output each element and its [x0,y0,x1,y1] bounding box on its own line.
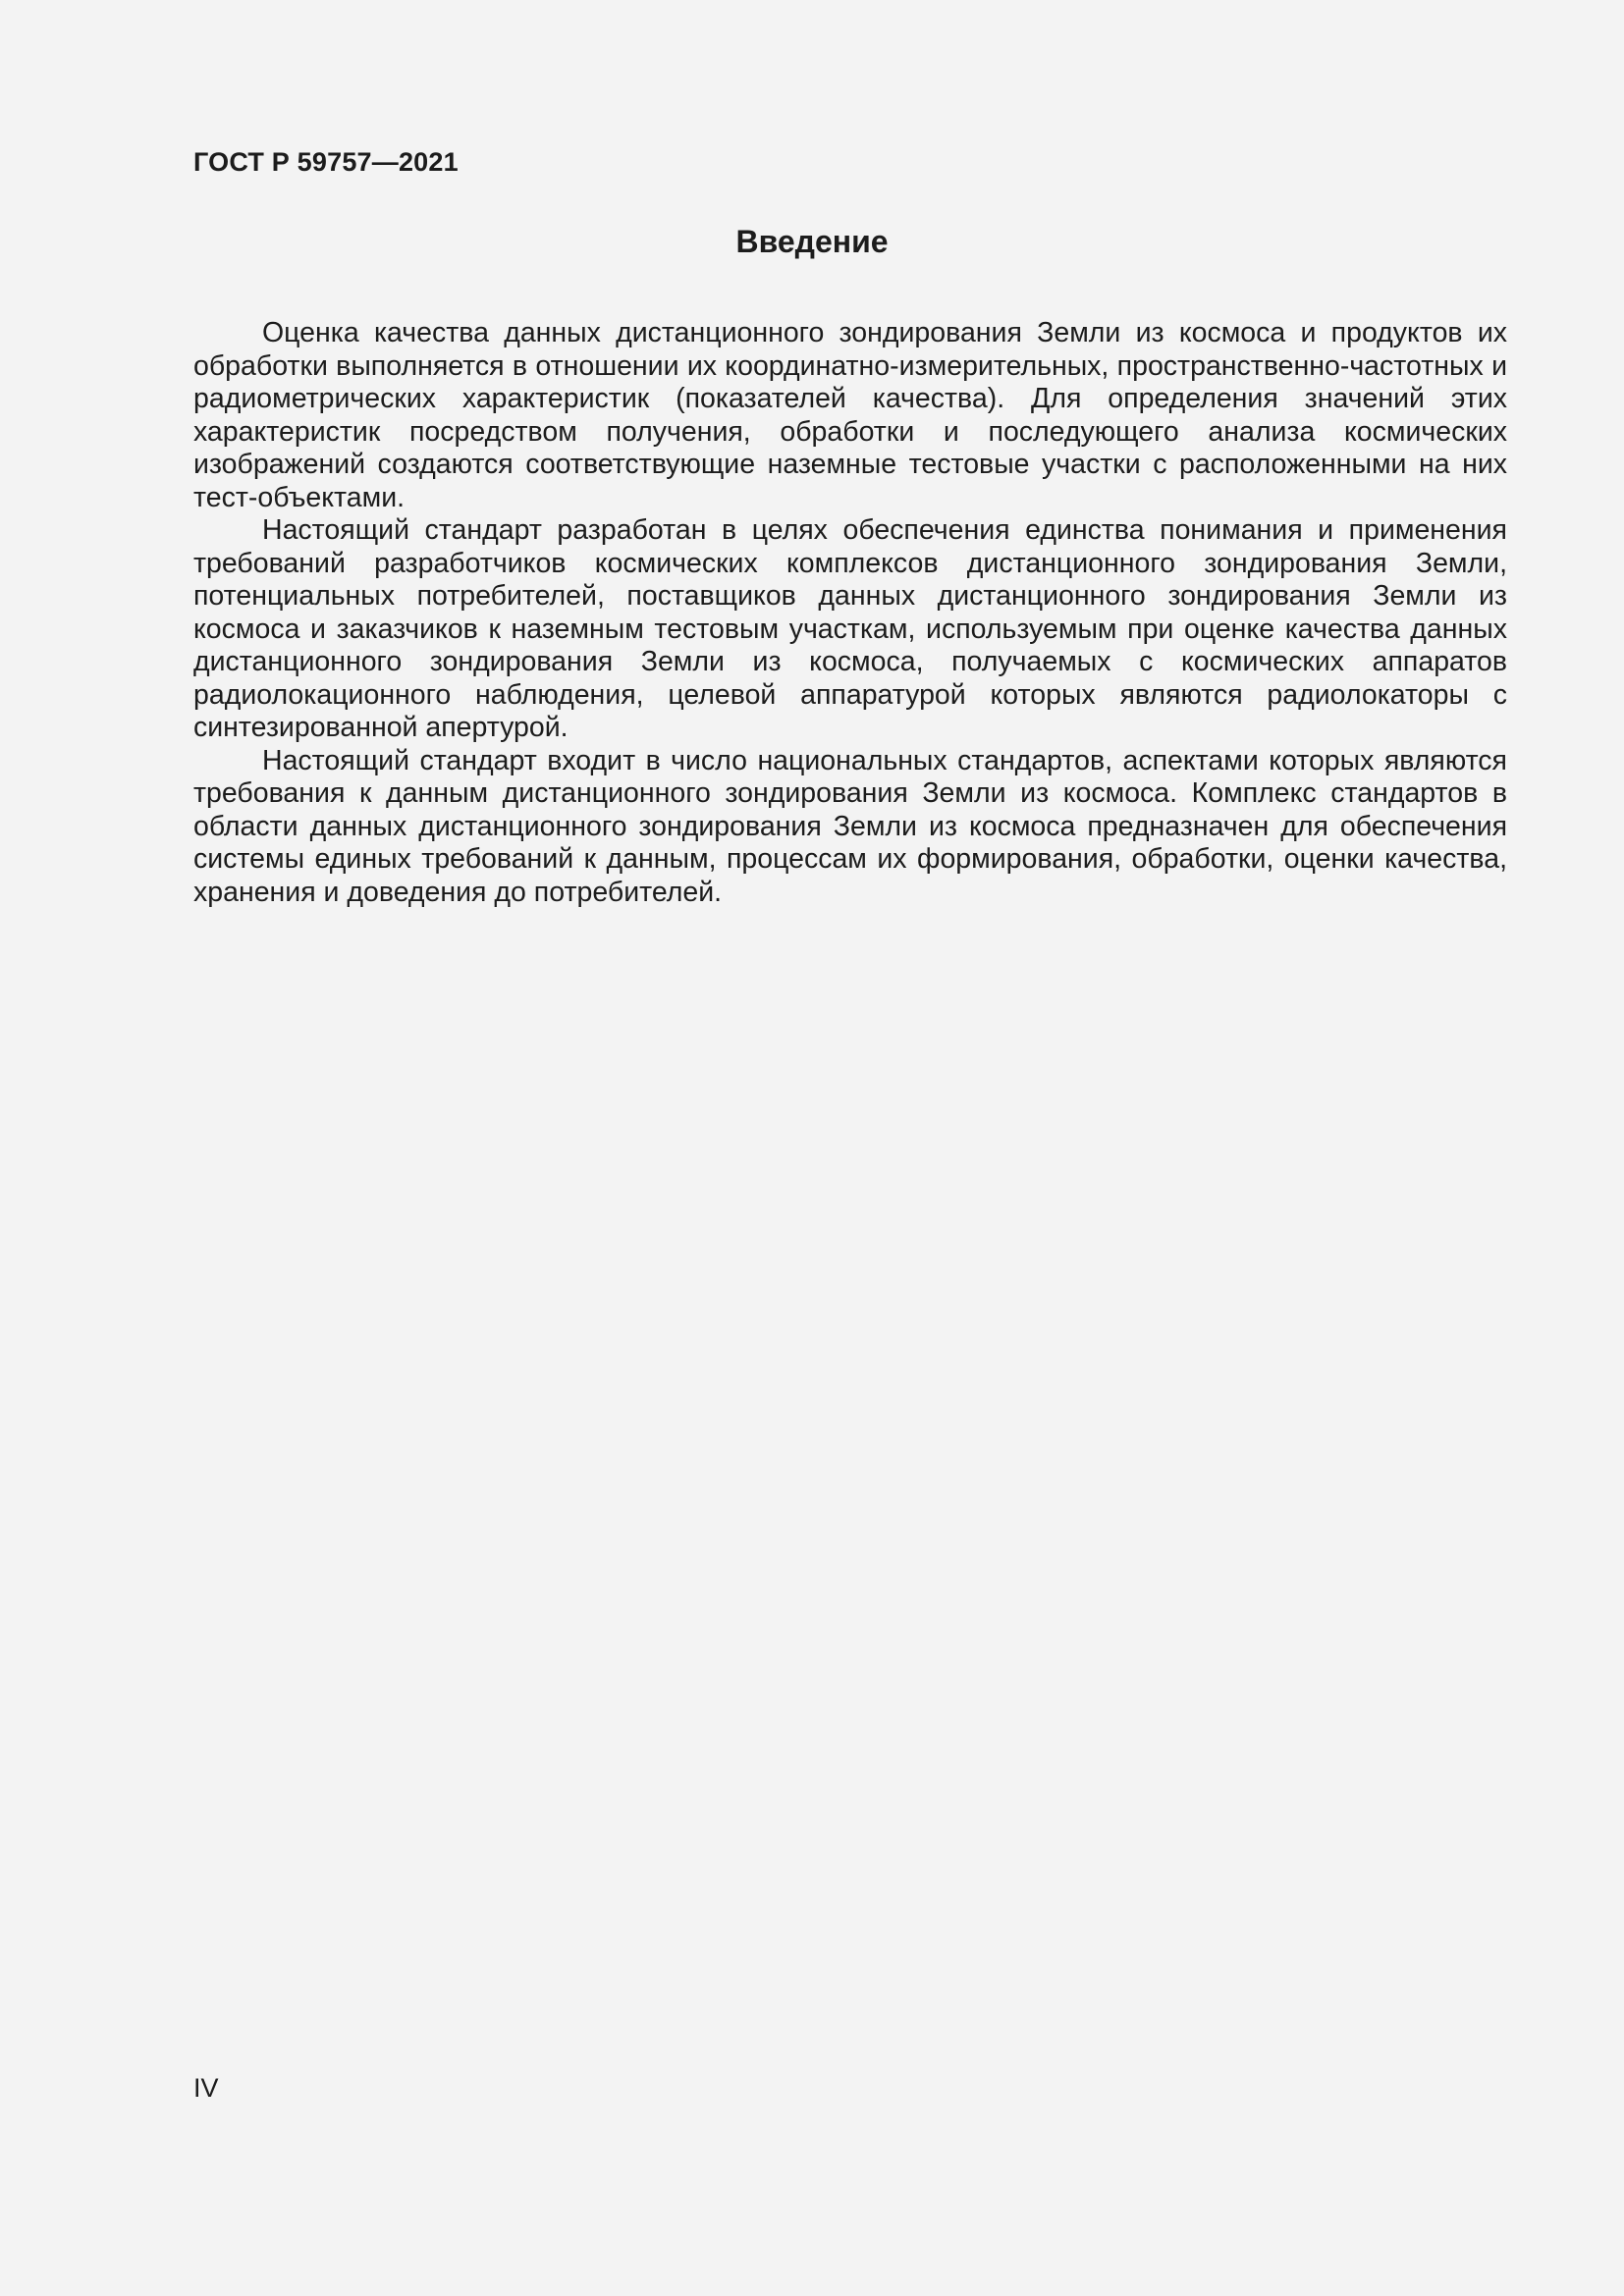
paragraph: Настоящий стандарт входит в число национальных стандартов, аспектами которых являются требования к данным дистанционного зондирования Земли из космоса. Комплекс стандартов в области данных дистанционного зондирования Земли из космоса предназначен для обеспечения системы единых требований к данным, процессам их формирования, обработки, оценки качества, хранения и доведения до потребителей. [193,744,1507,908]
page-number: IV [193,2073,219,2103]
paragraph: Оценка качества данных дистанционного зондирования Земли из космоса и продуктов их обработки выполняется в отношении их координатно-измерительных, пространственно-частотных и радиометрических характеристик (показателей качества). Для определения значений этих характеристик посредством получения, обработки и последующего анализа космических изображений создаются соответствующие наземные тестовые участки с расположенными на них тест-объектами. [193,317,1507,513]
section-title: Введение [735,224,889,259]
paragraph: Настоящий стандарт разработан в целях обеспечения единства понимания и применения требований разработчиков космических комплексов дистанционного зондирования Земли, потенциальных потребителей, поставщиков данных дистанционного зондирования Земли из космоса и заказчиков к наземным тестовым участкам, используемым при оценке качества данных дистанционного зондирования Земли из космоса, получаемых с космических аппаратов радиолокационного наблюдения, целевой аппаратурой которых являются радиолокаторы с синтезированной апертурой. [193,514,1507,743]
intro-body [193,317,1507,909]
page-header-document-code: ГОСТ Р 59757—2021 [193,147,459,177]
